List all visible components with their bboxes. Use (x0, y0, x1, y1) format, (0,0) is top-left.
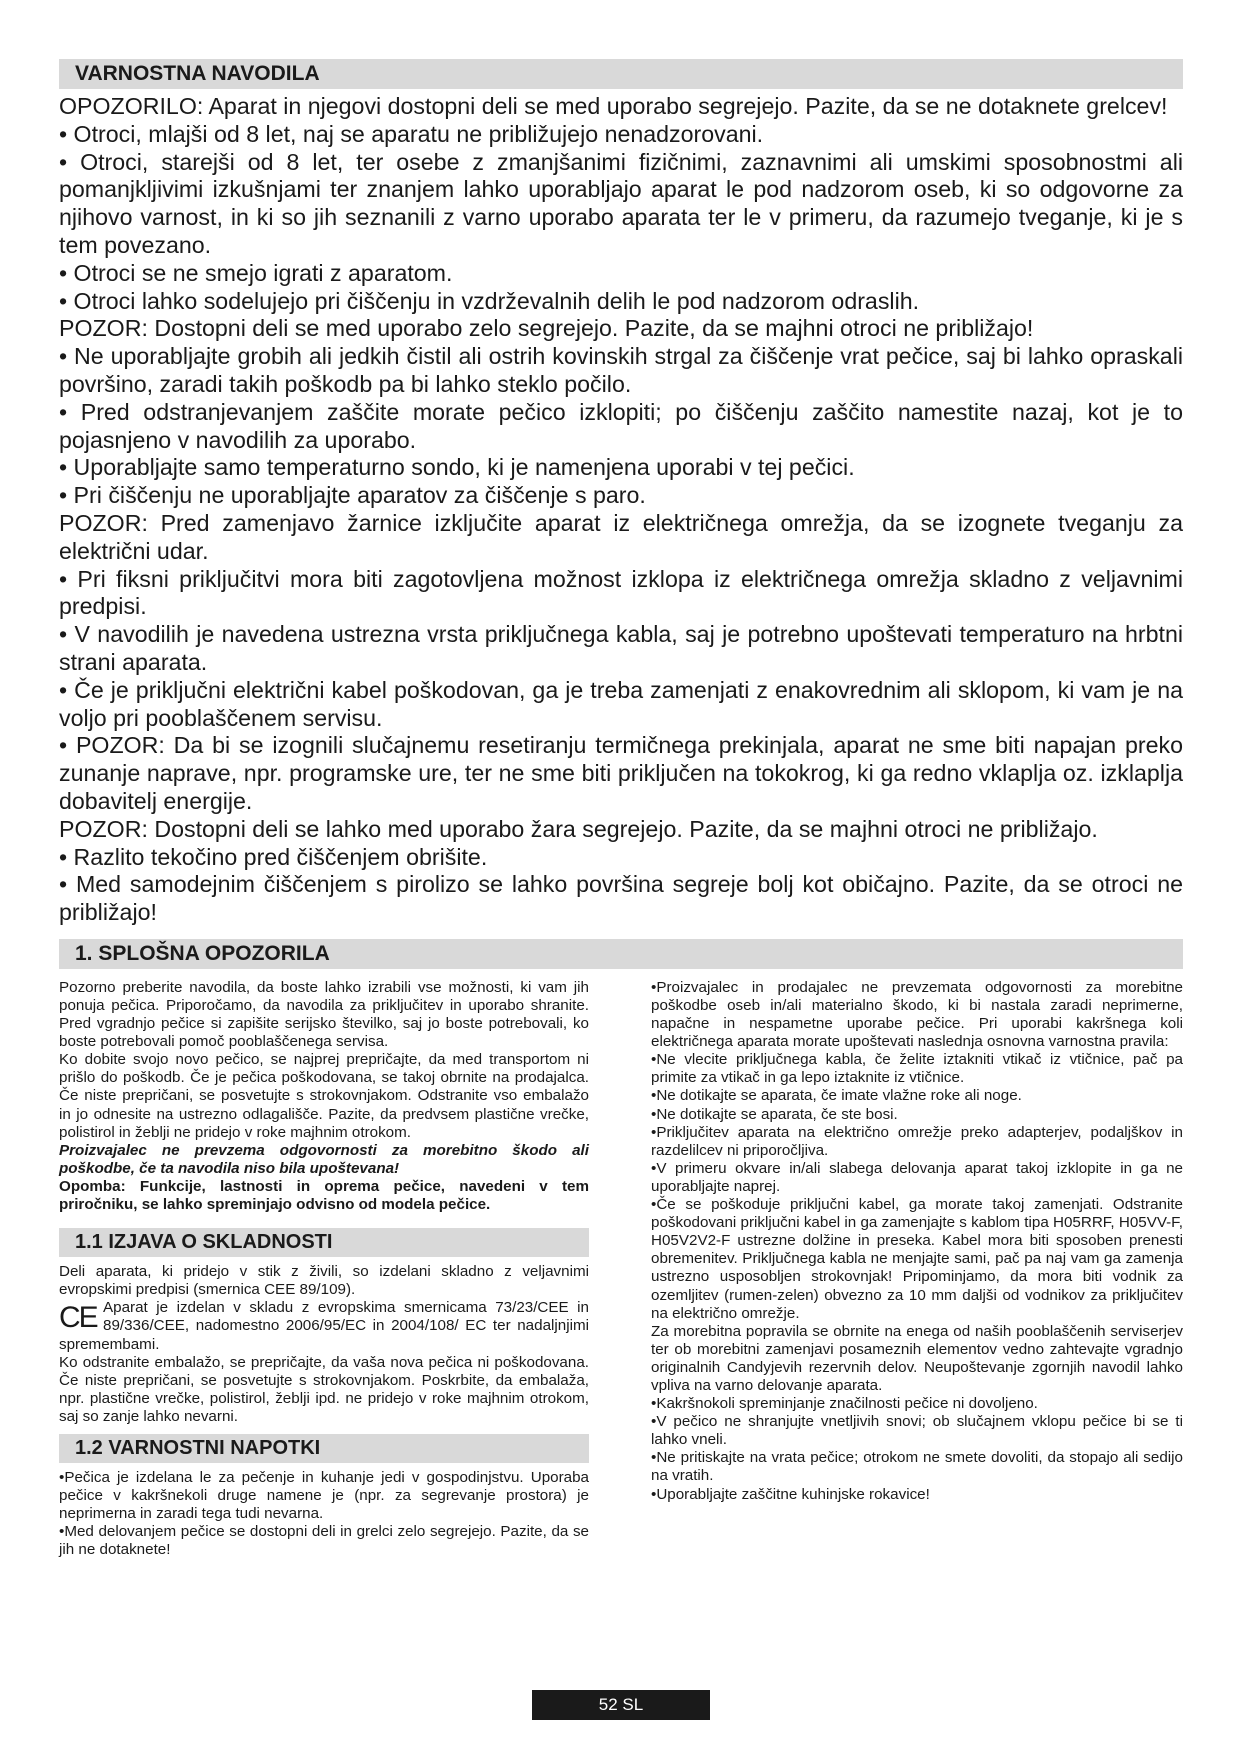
safety-paragraph: OPOZORILO: Aparat in njegovi dostopni deli se med uporabo segrejejo. Pazite, da se ne dotaknete grelcev! (59, 93, 1168, 119)
safety-paragraph: • Otroci, starejši od 8 let, ter osebe z zmanjšanimi fizičnimi, zaznavnimi ali umskimi sposobnostmi ali pomanjkljivimi izkušnjami ter znanjem lahko uporabljajo aparat le pod nadzorom oseb, ki so odgovorne za njihovo varnost, in ki so jih seznanili z varno uporabo aparata ter le v primeru, da razumejo tveganje, ki je s tem povezano. (59, 148, 1183, 258)
safety-instructions (59, 93, 1183, 927)
general-right-paragraph: •Ne dotikajte se aparata, če ste bosi. (651, 1105, 898, 1123)
safety-paragraph: • V navodilih je navedena ustrezna vrsta priključnega kabla, saj je potrebno upoštevati temperaturo na hrbtni strani aparata. (59, 621, 1183, 675)
general-right-paragraph: •V pečico ne shranjujte vnetljivih snovi; ob slučajnem vklopu pečice bi se ti lahko vneli. (651, 1413, 1183, 1449)
safety-paragraph: • POZOR: Da bi se izognili slučajnemu resetiranju termičnega prekinjala, aparat ne sme biti napajan preko zunanje naprave, npr. programske ure, ter ne sme biti priključen na tokokrog, ki ga redno vklaplja oz. izklaplja dobavitelj energije. (59, 732, 1183, 814)
safety-paragraph: • Otroci se ne smejo igrati z aparatom. (59, 259, 453, 286)
general-right-paragraph: Za morebitna popravila se obrnite na enega od naših pooblaščenih serviserjev ter ob morebitni zamenjavi posameznih elementov vedno zahtevajte vgradnjo originalnih Candyjevih rezervnih delov. Neupoštevanje zgornjih navodil lahko vpliva na varno delovanje aparata. (651, 1322, 1183, 1394)
general-paragraph: Pozorno preberite navodila, da boste lahko izrabili vse možnosti, ki vam jih ponuja pečica. Priporočamo, da navodila za priključitev in uporabo shranite. Pred vgradnjo pečice si zapišite serijsko številko, saj jo boste potrebovali, ko boste potrebovali pomoč pooblaščenega servisa. (59, 978, 589, 1051)
general-right-paragraph: •Če se poškoduje priključni kabel, ga morate takoj zamenjati. Odstranite poškodovani priključni kabel in ga zamenjajte s kablom tipa H05RRF, H05VV-F, H05V2V2-F ustrezne dolžine in preseka. Kabel mora biti sposoben prenesti obremenitev. Priključnega kabla ne menjajte sami, pač pa naj vam ga zamenja ustrezno usposobljen strokovnjak! Pripominjamo, da mora biti vodnik za ozemljitev (rumen-zelen) obvezno za 10 mm daljši od vodnikov za priključitev na električno omrežje. (651, 1196, 1183, 1322)
safety-paragraph: POZOR: Dostopni deli se lahko med uporabo žara segrejejo. Pazite, da se majhni otroci ne približajo. (59, 815, 1098, 842)
general-right-paragraph: •V primeru okvare in/ali slabega delovanja aparat takoj izklopite in ga ne uporabljajte naprej. (651, 1159, 1183, 1195)
general-right-paragraph: •Ne vlecite priključnega kabla, če želite iztakniti vtikač iz vtičnice, pač pa primite za vtikač in ga lepo iztaknite iz vtičnice. (651, 1051, 1183, 1087)
ce-mark-icon: CE (59, 1301, 97, 1335)
declaration-intro: Deli aparata, ki pridejo v stik z živili, so izdelani skladno z veljavnimi evropskimi predpisi (smernica CEE 89/109). (59, 1263, 589, 1299)
safety-paragraph: • Uporabljajte samo temperaturno sondo, ki je namenjena uporabi v tej pečici. (59, 454, 855, 481)
liability-note: Proizvajalec ne prevzema odgovornosti za morebitno škodo ali poškodbe, če ta navodila niso bila upoštevana! (59, 1141, 589, 1177)
safety-paragraph: • Ne uporabljajte grobih ali jedkih čistil ali ostrih kovinskih strgal za čiščenje vrat pečice, saj bi lahko opraskali površino, zaradi takih poškodb pa bi lahko steklo počilo. (59, 343, 1183, 397)
safety-paragraph: • Otroci, mlajši od 8 let, naj se aparatu ne približujejo nenadzorovani. (59, 120, 764, 147)
safety-paragraph: POZOR: Pred zamenjavo žarnice izključite aparat iz električnega omrežja, da se izognete tveganju za električni udar. (59, 509, 1183, 564)
packaging-paragraph: Ko odstranite embalažo, se prepričajte, da vaša nova pečica ni poškodovana. Če niste prepričani, se posvetujte s strokovnjakom. Poskrbite, da embalaža, npr. plastične vrečke, polistirol, žeblji ipd. ne pridejo v roke majhnim otrokom, saj so zanje lahko nevarni. (59, 1353, 589, 1425)
general-right-paragraph: •Ne dotikajte se aparata, če imate vlažne roke ali noge. (651, 1087, 1022, 1105)
page-number: 52 SL (532, 1690, 710, 1720)
safety-paragraph: • Pri čiščenju ne uporabljajte aparatov za čiščenje s paro. (59, 482, 646, 509)
right-column (651, 979, 1183, 1504)
safety-paragraph: POZOR: Dostopni deli se med uporabo zelo segrejejo. Pazite, da se majhni otroci ne približajo! (59, 315, 1034, 342)
safety-paragraph: • Pred odstranjevanjem zaščite morate pečico izklopiti; po čiščenju zaščito namestite nazaj, kot je to pojasnjeno v navodilih za uporabo. (59, 398, 1183, 453)
general-right-paragraph: •Ne pritiskajte na vrata pečice; otrokom ne smete dovoliti, da stopajo ali sedijo na vratih. (651, 1449, 1183, 1485)
page (59, 59, 1183, 1659)
general-right-paragraph: •Priključitev aparata na električno omrežje preko adapterjev, podaljškov in razdelilcev ni priporočljiva. (651, 1123, 1183, 1159)
safety-tip-paragraph: •Med delovanjem pečice se dostopni deli in grelci zelo segrejejo. Pazite, da se jih ne dotaknete! (59, 1523, 589, 1559)
safety-paragraph: • Če je priključni električni kabel poškodovan, ga je treba zamenjati z enakovrednim ali sklopom, ki vam je na voljo pri pooblaščenem servisu. (59, 676, 1183, 731)
general-paragraph: Ko dobite svojo novo pečico, se najprej prepričajte, da med transportom ni prišlo do poškodb. Če je pečica poškodovana, se takoj obrnite na prodajalca. Če niste prepričani, se posvetujte s strokovnjakom. Odstranite vso embalažo in jo odnesite na ustrezno odlagališče. Pazite, da predvsem plastične vrečke, polistirol in žeblji ne pridejo v roke majhnim otrokom. (59, 1051, 589, 1141)
model-note: Opomba: Funkcije, lastnosti in oprema pečice, navedeni v tem priročniku, se lahko spreminjajo odvisno od modela pečice. (59, 1177, 589, 1214)
safety-paragraph: • Otroci lahko sodelujejo pri čiščenju in vzdrževalnih delih le pod nadzorom odraslih. (59, 287, 920, 314)
general-right-paragraph: •Proizvajalec in prodajalec ne prevzemata odgovornosti za morebitne poškodbe oseb in/ali materialno škodo, ki bi nastala zaradi neprimerne, napačne in nespametne uporabe pečice. Pri uporabi kakršnega koli električnega aparata morate upoštevati naslednja osnovna varnostna pravila: (651, 978, 1183, 1051)
ce-text: Aparat je izdelan v skladu z evropskima smernicama 73/23/CEE in 89/336/CEE, nadomestno 2006/95/EC in 2004/108/ EC ter nadaljnjimi spremembami. (59, 1299, 589, 1353)
section-header-general-warnings: 1. SPLOŠNA OPOZORILA (59, 939, 1183, 969)
left-column (59, 979, 589, 1560)
section-header-declaration: 1.1 IZJAVA O SKLADNOSTI (59, 1228, 589, 1257)
section-header-safety-tips: 1.2 VARNOSTNI NAPOTKI (59, 1434, 589, 1463)
ce-declaration (59, 1299, 589, 1353)
safety-paragraph: • Razlito tekočino pred čiščenjem obrišite. (59, 843, 488, 870)
general-right-paragraph: •Uporabljajte zaščitne kuhinjske rokavice! (651, 1485, 930, 1503)
safety-paragraph: • Med samodejnim čiščenjem s pirolizo se lahko površina segreje bolj kot običajno. Pazite, da se otroci ne približajo! (59, 871, 1183, 926)
general-right-paragraph: •Kakršnokoli spreminjanje značilnosti pečice ni dovoljeno. (651, 1395, 1038, 1413)
section-header-safety: VARNOSTNA NAVODILA (59, 59, 1183, 89)
safety-paragraph: • Pri fiksni priključitvi mora biti zagotovljena možnost izklopa iz električnega omrežja skladno z veljavnimi predpisi. (59, 565, 1183, 620)
safety-tip-paragraph: •Pečica je izdelana le za pečenje in kuhanje jedi v gospodinjstvu. Uporaba pečice v kakršnekoli druge namene je (npr. za segrevanje prostora) je neprimerna in zaradi tega tudi nevarna. (59, 1468, 589, 1523)
two-column-body (59, 979, 1183, 1659)
